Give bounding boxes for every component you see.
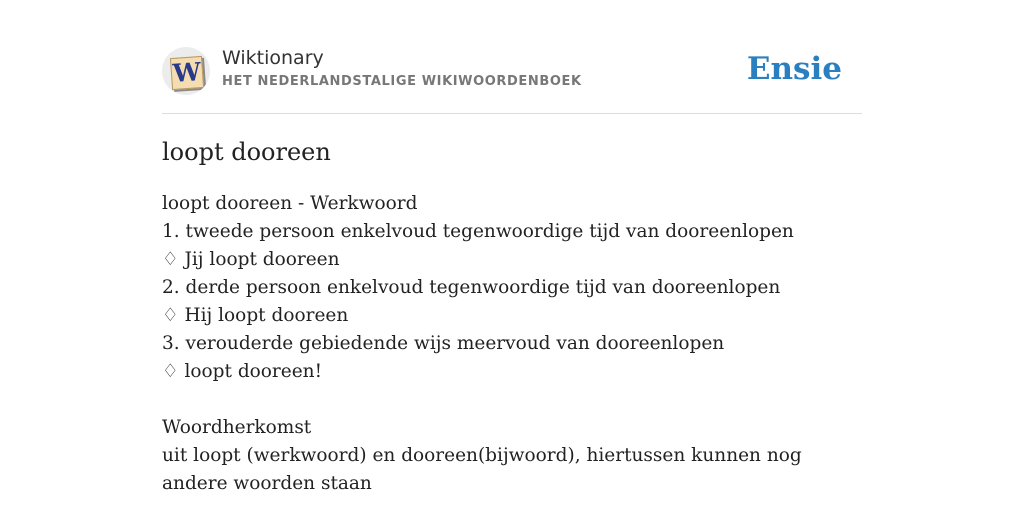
header-divider <box>162 113 862 114</box>
ensie-brand-link[interactable]: Ensie <box>746 51 842 87</box>
site-header <box>162 44 862 96</box>
article-content <box>162 190 862 498</box>
page-title: loopt dooreen <box>162 138 331 166</box>
site-title[interactable]: Wiktionary <box>222 47 324 69</box>
example-item: ♢ Hij loopt dooreen <box>162 305 349 326</box>
site-subtitle: HET NEDERLANDSTALIGE WIKIWOORDENBOEK <box>222 74 582 89</box>
etymology-text: uit loopt (werkwoord) en dooreen(bijwoord), hiertussen kunnen nog andere woorden staan <box>162 445 802 494</box>
logo-letter-tile: W <box>170 56 204 90</box>
definition-item: 1. tweede persoon enkelvoud tegenwoordige tijd van dooreenlopen <box>162 221 794 242</box>
definition-item: 3. verouderde gebiedende wijs meervoud van dooreenlopen <box>162 333 725 354</box>
example-item: ♢ loopt dooreen! <box>162 361 323 382</box>
etymology-heading: Woordherkomst <box>162 417 312 438</box>
wiktionary-logo[interactable] <box>162 47 210 95</box>
definition-item: 2. derde persoon enkelvoud tegenwoordige tijd van dooreenlopen <box>162 277 781 298</box>
definition-heading: loopt dooreen - Werkwoord <box>162 193 418 214</box>
example-item: ♢ Jij loopt dooreen <box>162 249 340 270</box>
spacer <box>162 386 862 414</box>
